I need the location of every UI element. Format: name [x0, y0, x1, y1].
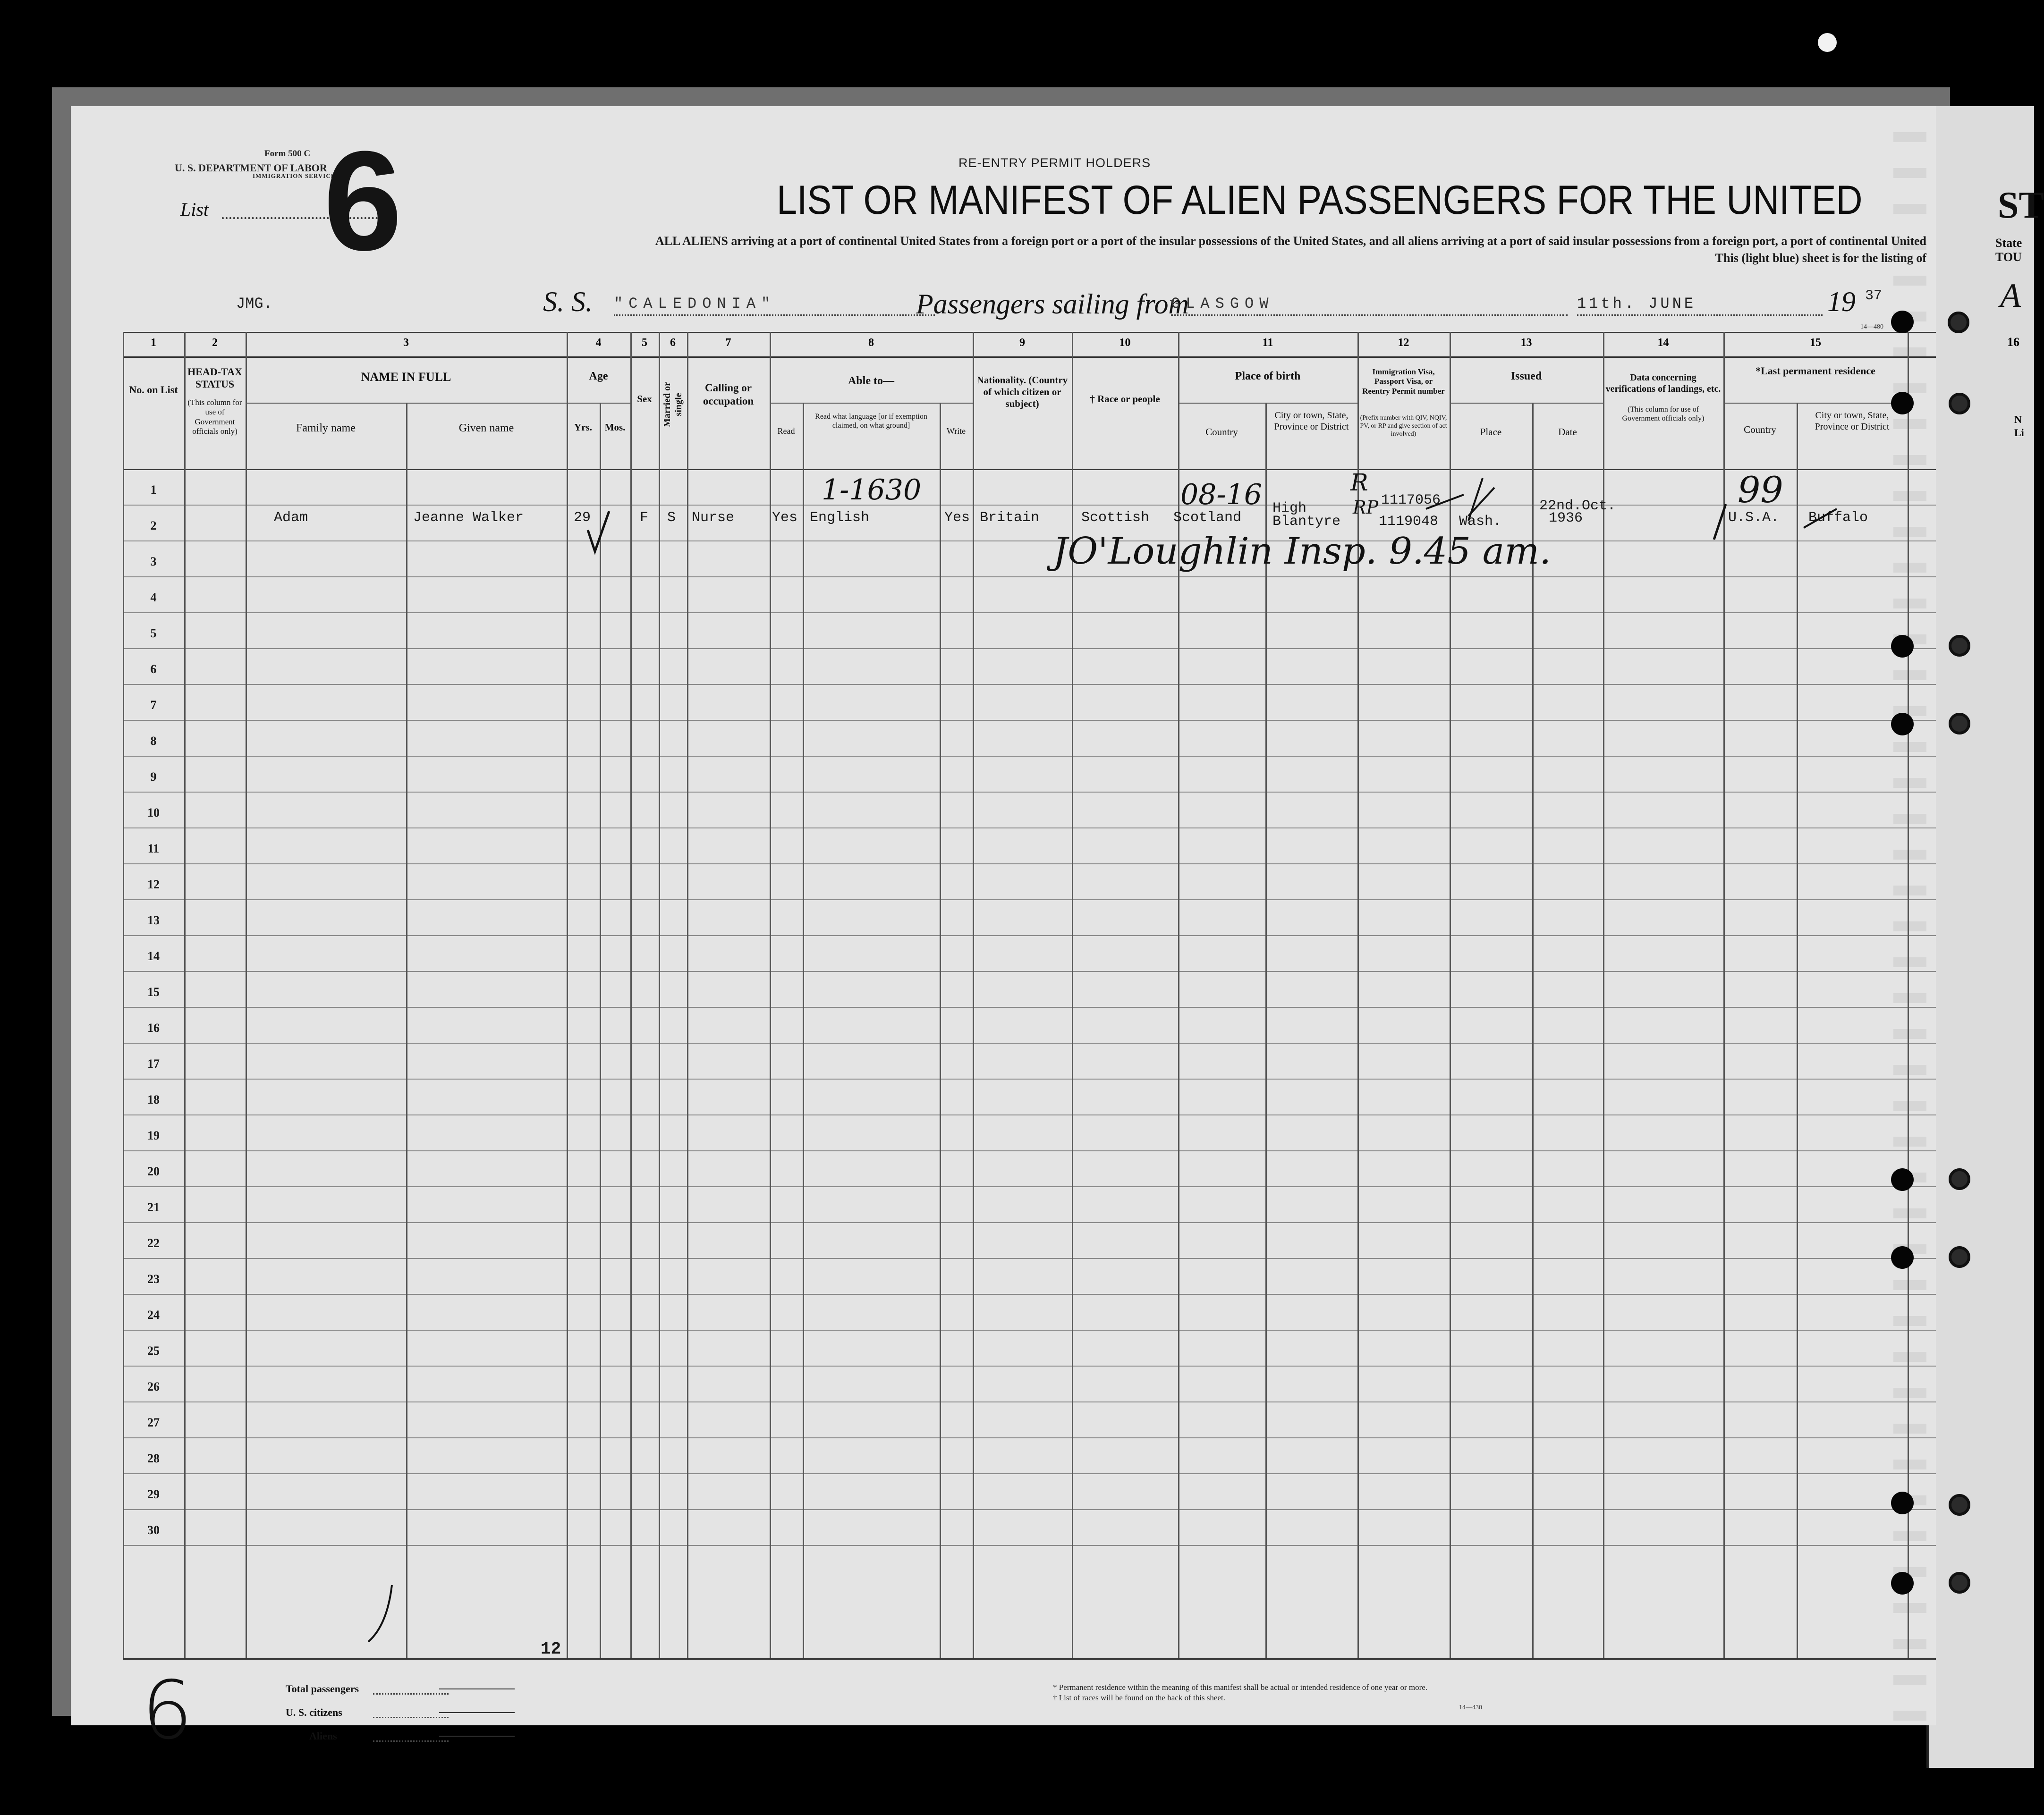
entry-issued-date-line2: 1936: [1549, 510, 1583, 526]
row-number: 6: [150, 662, 157, 676]
header-visa: Immigration Visa, Passport Visa, or Reentry Permit number: [1362, 367, 1445, 396]
handwritten-rp-mark: R: [1350, 469, 1368, 496]
header-place-of-birth: Place of birth: [1235, 370, 1301, 382]
sailing-label: Passengers sailing from: [916, 288, 1189, 320]
header-read-language: Read what language [or if exemption claimed, on what ground]: [815, 413, 927, 430]
entry-res-country: U.S.A.: [1728, 510, 1780, 526]
header-nationality: Nationality. (Country of which citizen or subject): [976, 374, 1068, 410]
entry-marital: S: [667, 510, 676, 526]
sailing-date: 11th. JUNE: [1577, 295, 1823, 316]
department-name: U. S. DEPARTMENT OF LABOR: [175, 162, 327, 174]
binder-hole: [1949, 1572, 1970, 1594]
entry-sex: F: [640, 510, 649, 526]
row-number: 13: [147, 913, 160, 927]
header-visa-note: (Prefix number with QIV, NQIV, PV, or RP and give section of act involved): [1360, 414, 1447, 438]
binder-hole: [1891, 392, 1914, 414]
row-number: 8: [150, 734, 157, 748]
binder-hole: [1949, 635, 1970, 657]
margin-tick-stroke: [368, 1585, 392, 1642]
entry-race: Scottish: [1081, 510, 1150, 526]
service-name: IMMIGRATION SERVICE: [253, 172, 336, 179]
manifest-subtitle: ALL ALIENS arriving at a port of continental United States from a foreign port or a port of the insular possessions of the United States, and all aliens arriving at a port of said insular possessions from a foreign port, a port of continental United This (light blue) sheet is for the listing of: [655, 234, 1926, 265]
checkmark-icon: [588, 511, 609, 551]
entry-birth-country: Scotland: [1173, 510, 1242, 526]
header-verification-note: (This column for use of Government officials only): [1622, 405, 1705, 423]
header-name-in-full: NAME IN FULL: [361, 370, 451, 384]
header-no-on-list: No. on List: [129, 384, 178, 396]
entry-res-city: Buffalo: [1808, 510, 1868, 526]
column-number: 6: [670, 337, 676, 349]
adjacent-header-fragment: N Li: [2014, 414, 2024, 439]
column-number: 2: [212, 337, 218, 349]
binder-hole: [1891, 1246, 1914, 1269]
header-write: Write: [946, 426, 966, 436]
binder-hole: [1949, 1494, 1970, 1516]
entry-read: Yes: [772, 510, 798, 526]
aliens-label: Aliens: [309, 1730, 337, 1742]
year-suffix: 37: [1865, 288, 1883, 304]
column-number: 7: [725, 337, 731, 349]
list-number: 6: [323, 121, 402, 280]
binder-hole: [1891, 1572, 1914, 1595]
footnote-residence: * Permanent residence within the meaning of this manifest shall be actual or intended residence of one year or more.: [1053, 1683, 1428, 1692]
column-number: 14: [1657, 337, 1669, 349]
column-number: 1: [151, 337, 156, 349]
binder-hole: [1949, 393, 1970, 414]
header-age: Age: [589, 370, 608, 382]
entry-age-years: 29: [574, 510, 591, 526]
column-number: 12: [1398, 337, 1409, 349]
column-number: 3: [403, 337, 409, 349]
row-number: 1: [150, 483, 157, 497]
entry-issued-date-line1: 22nd.Oct.: [1539, 498, 1616, 514]
column-number: 10: [1119, 337, 1131, 349]
year-prefix: 19: [1827, 286, 1856, 317]
scanner-dot: [1818, 33, 1837, 52]
row-number: 23: [147, 1272, 160, 1286]
adjacent-column-number: 16: [2007, 335, 2019, 349]
inspector-signature: JO'Loughlin Insp. 9.45 am.: [1053, 530, 1552, 573]
reentry-stamp: RE-ENTRY PERMIT HOLDERS: [958, 156, 1151, 170]
header-birth-country: Country: [1205, 426, 1238, 438]
header-years: Yrs.: [574, 422, 592, 433]
row-number: 15: [147, 985, 160, 999]
header-given-name: Given name: [458, 422, 514, 434]
row-number: 17: [147, 1057, 160, 1071]
row-number: 21: [147, 1200, 160, 1214]
us-citizens-field: [439, 1712, 515, 1713]
row-number: 26: [147, 1380, 160, 1393]
table-bottom-rule: [123, 1658, 1936, 1660]
entry-birth-city-line2: Blantyre: [1272, 514, 1341, 530]
entry-given-name: Jeanne Walker: [413, 510, 524, 526]
row-number: 2: [150, 519, 157, 532]
row-number: 4: [150, 591, 157, 604]
row-number: 7: [150, 698, 157, 712]
binder-hole: [1891, 311, 1914, 333]
row-number: 9: [150, 770, 157, 784]
binder-hole: [1891, 635, 1914, 658]
row-number: 14: [147, 949, 160, 963]
adjacent-page: [1926, 106, 2044, 1768]
column-number: 15: [1810, 337, 1821, 349]
header-calling: Calling or occupation: [703, 382, 754, 407]
header-months: Mos.: [604, 422, 626, 433]
handwritten-language-code: 1-1630: [822, 473, 922, 507]
row-number: 25: [147, 1344, 160, 1358]
column-number: 13: [1520, 337, 1532, 349]
binder-hole: [1949, 713, 1970, 734]
manifest-title: LIST OR MANIFEST OF ALIEN PASSENGERS FOR THE UNITED: [777, 177, 1863, 223]
header-issued: Issued: [1510, 370, 1542, 382]
row-number: 11: [147, 842, 160, 855]
sheet-count: 12: [541, 1639, 561, 1659]
row-number: 22: [147, 1236, 160, 1250]
sailing-port: GLASGOW: [1171, 295, 1568, 316]
entry-family-name: Adam: [274, 510, 308, 526]
column-number: 11: [1262, 337, 1273, 349]
form-number: Form 500 C: [264, 149, 311, 159]
row-number: 3: [150, 555, 157, 568]
header-verification: Data concerning verifications of landings, etc.: [1605, 372, 1721, 394]
binder-hole: [1949, 1168, 1970, 1190]
binder-hole: [1949, 1246, 1970, 1268]
residence-stroke: [1804, 509, 1837, 528]
handwritten-residence-code: 99: [1738, 469, 1783, 511]
header-married: Married or single: [662, 381, 684, 428]
form-code-top: 14—480: [1860, 323, 1883, 330]
binder-hole: [1891, 713, 1914, 735]
row-number: 16: [147, 1021, 160, 1035]
header-birth-city: City or town, State, Province or District: [1274, 410, 1349, 432]
row-number: 5: [150, 626, 157, 640]
total-passengers-label: Total passengers: [286, 1683, 359, 1695]
row-number: 20: [147, 1165, 160, 1178]
header-res-country: Country: [1744, 424, 1776, 435]
binder-hole: [1891, 1168, 1914, 1191]
entry-nationality: Britain: [980, 510, 1040, 526]
row-number: 24: [147, 1308, 160, 1322]
row-number: 10: [147, 806, 160, 819]
ss-label: S. S.: [543, 286, 593, 317]
row-number: 29: [147, 1487, 160, 1501]
adjacent-title-fragment: ST: [1998, 185, 2044, 226]
footer-dots: [373, 1740, 449, 1742]
row-number: 18: [147, 1093, 160, 1106]
entry-birth-city-line1: High: [1272, 500, 1307, 516]
header-res-city: City or town, State, Province or District: [1815, 410, 1890, 432]
handwritten-rp-code: RP: [1353, 497, 1379, 518]
adjacent-italic-fragment: A: [2000, 277, 2021, 314]
row-number: 12: [147, 878, 160, 891]
permit-tick-stroke: [1426, 495, 1464, 509]
issued-place-stroke: [1468, 478, 1494, 521]
row-number: 30: [147, 1523, 160, 1537]
header-head-tax: HEAD-TAX STATUS: [187, 366, 242, 390]
manifest-sheet: [71, 106, 1936, 1757]
verification-stroke: [1714, 504, 1726, 540]
adjacent-subtitle-fragment: State TOU: [1995, 236, 2022, 264]
row-number: 28: [147, 1452, 160, 1465]
entry-issued-place: Wash.: [1459, 514, 1502, 530]
header-able-to: Able to—: [848, 375, 894, 387]
pen-marks: [123, 332, 1936, 1658]
header-read: Read: [777, 426, 795, 436]
column-number: 8: [868, 337, 874, 349]
row-number: 19: [147, 1129, 160, 1142]
footnote-races: † List of races will be found on the back of this sheet.: [1053, 1693, 1225, 1702]
header-issued-place: Place: [1480, 426, 1502, 438]
form-code-bottom: 14—430: [1459, 1704, 1482, 1711]
header-issued-date: Date: [1558, 426, 1577, 438]
binder-hole: [1891, 1492, 1914, 1514]
header-sex: Sex: [637, 393, 652, 405]
manifest-table: [123, 332, 1936, 1762]
handwritten-birth-code: 08-16: [1180, 478, 1262, 511]
entry-occupation: Nurse: [692, 510, 735, 526]
column-number: 9: [1019, 337, 1025, 349]
list-label: List: [180, 199, 209, 220]
total-passengers-field: [439, 1688, 515, 1689]
row-number: 27: [147, 1416, 160, 1429]
footer-dots: [373, 1717, 449, 1718]
entry-permit-line1: 1117056: [1381, 492, 1441, 508]
header-last-residence: *Last permanent residence: [1756, 365, 1875, 377]
binder-hole: [1948, 312, 1969, 333]
clerk-initials: JMG.: [236, 295, 272, 312]
header-family-name: Family name: [296, 422, 356, 434]
column-number: 4: [595, 337, 602, 349]
footer-dots: [373, 1693, 449, 1695]
aliens-field: [439, 1736, 515, 1737]
us-citizens-label: U. S. citizens: [286, 1706, 342, 1718]
column-number: 5: [642, 337, 647, 349]
header-head-tax-note: (This column for use of Government officials only): [187, 398, 242, 436]
ship-name: "CALEDONIA": [614, 295, 935, 316]
entry-write: Yes: [944, 510, 970, 526]
entry-language: English: [810, 510, 870, 526]
margin-handwritten-number: 6: [142, 1664, 193, 1757]
header-race: † Race or people: [1090, 393, 1160, 405]
entry-permit-line2: 1119048: [1379, 514, 1439, 530]
